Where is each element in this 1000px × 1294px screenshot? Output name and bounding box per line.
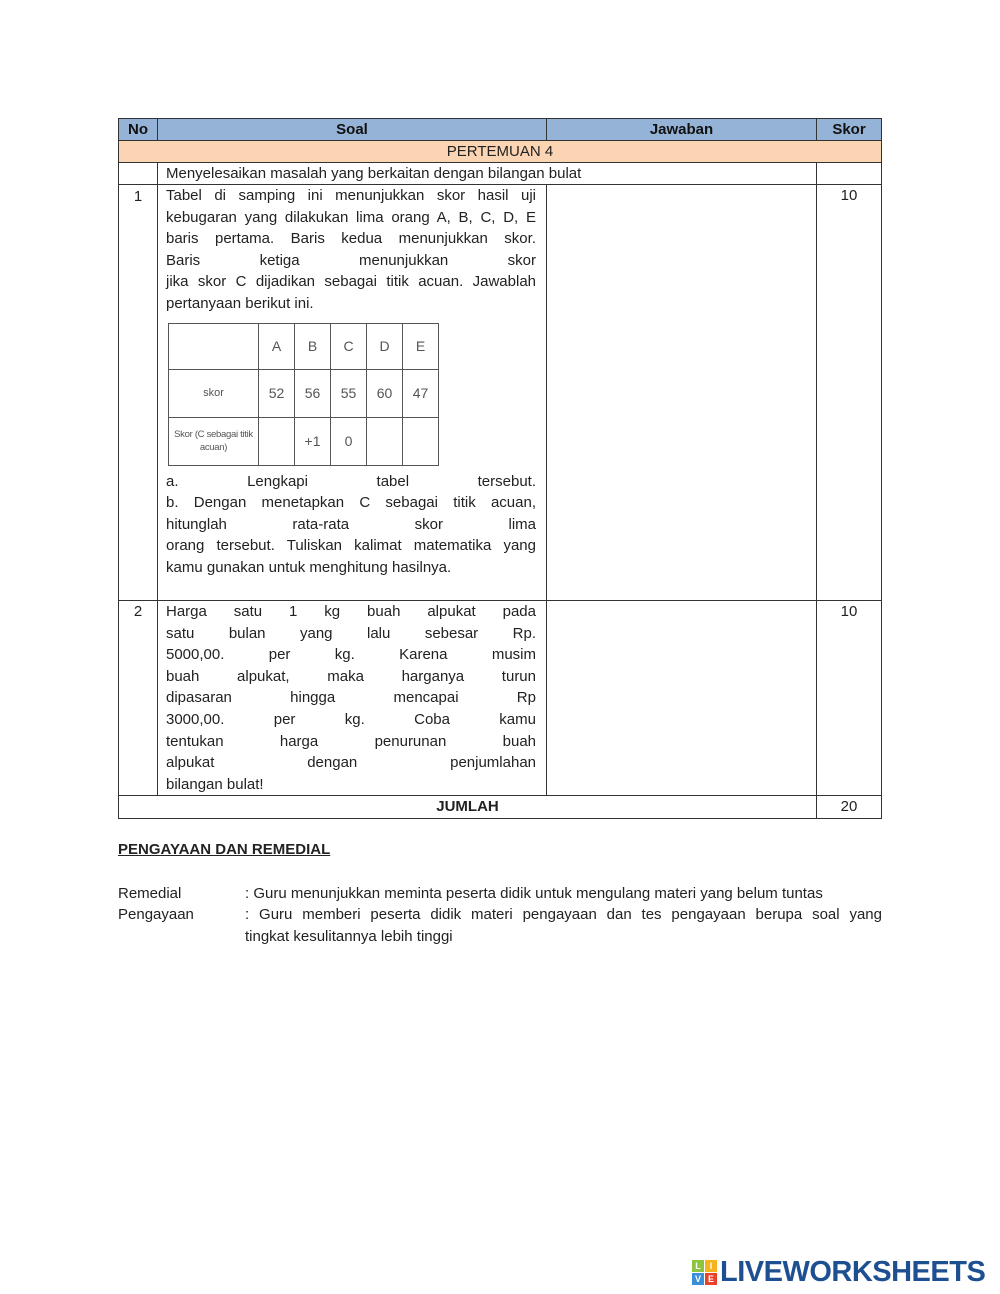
text-line: baris pertama. Baris kedua menunjukkan skor.	[166, 230, 536, 248]
empty-cell	[118, 162, 158, 185]
score-table	[168, 323, 439, 466]
score-header: A	[259, 323, 295, 369]
liveworksheets-logo	[692, 1256, 985, 1289]
text-line: b. Dengan menetapkan C sebagai titik acuan,	[166, 494, 536, 512]
enrichment-title: PENGAYAAN DAN REMEDIAL	[118, 841, 331, 858]
text-line: satu bulan yang lalu sebesar Rp.	[166, 624, 536, 642]
header-soal: Soal	[157, 118, 547, 141]
score-value: 55	[331, 369, 367, 417]
text-line: a. Lengkapi tabel tersebut.	[166, 472, 536, 490]
logo-letter: V	[692, 1273, 704, 1285]
text-line: tingkat kesulitannya lebih tinggi	[245, 927, 453, 945]
total-label: JUMLAH	[118, 795, 817, 819]
text-line: dipasaran hingga mencapai Rp	[166, 689, 536, 707]
text-line: Harga satu 1 kg buah alpukat pada	[166, 603, 536, 620]
text-line: Tabel di samping ini menunjukkan skor hasil uji	[166, 187, 536, 204]
row-number: 1	[118, 184, 158, 601]
logo-letter: I	[705, 1260, 717, 1272]
remedial-text: : Guru menunjukkan meminta peserta didik untuk mengulang materi yang belum tuntas	[245, 885, 823, 902]
text-line: 5000,00. per kg. Karena musim	[166, 646, 536, 664]
question-text	[166, 185, 536, 315]
question-1	[157, 184, 547, 601]
question-text	[166, 601, 536, 795]
header-jawaban: Jawaban	[546, 118, 817, 141]
relative-score-b: +1	[295, 417, 331, 465]
remedial-label: Remedial	[118, 885, 182, 902]
relative-score-input-a[interactable]	[259, 417, 295, 465]
text-line: tentukan harga penurunan buah	[166, 732, 536, 750]
score-header: E	[403, 323, 439, 369]
header-skor: Skor	[816, 118, 882, 141]
header-no: No	[118, 118, 158, 141]
question-2	[157, 600, 547, 796]
score-value: 47	[403, 369, 439, 417]
score-table-corner	[169, 323, 259, 369]
text-line: jika skor C dijadikan sebagai titik acuan. Jawablah	[166, 273, 536, 291]
answer-1-field[interactable]	[546, 184, 817, 601]
relative-score-input-e[interactable]	[403, 417, 439, 465]
logo-text: LIVEWORKSHEETS	[720, 1256, 986, 1288]
score-header: D	[367, 323, 403, 369]
text-line: alpukat dengan penjumlahan	[166, 754, 536, 772]
pengayaan-text	[245, 904, 882, 947]
total-score: 20	[816, 795, 882, 819]
text-line: hitunglah rata-rata skor lima	[166, 515, 536, 533]
relative-score-input-d[interactable]	[367, 417, 403, 465]
score-1: 10	[816, 184, 882, 601]
text-line: 3000,00. per kg. Coba kamu	[166, 710, 536, 728]
text-line: kamu gunakan untuk menghitung hasilnya.	[166, 558, 452, 576]
score-value: 60	[367, 369, 403, 417]
relative-row-label: Skor (C sebagai titik acuan)	[169, 417, 259, 465]
logo-letter: L	[692, 1260, 704, 1272]
text-line: orang tersebut. Tuliskan kalimat matematika yang	[166, 537, 536, 555]
answer-2-field[interactable]	[546, 600, 817, 796]
row-number: 2	[118, 600, 158, 796]
logo-letter: E	[705, 1273, 717, 1285]
text-line: kebugaran yang dilakukan lima orang A, B, C, D, E	[166, 208, 536, 226]
pengayaan-label: Pengayaan	[118, 906, 194, 923]
section-row: PERTEMUAN 4	[118, 140, 882, 163]
logo-icon	[692, 1260, 717, 1285]
text-line: Baris ketiga menunjukkan skor	[166, 251, 536, 269]
score-2: 10	[816, 600, 882, 796]
topic-row: Menyelesaikan masalah yang berkaitan dengan bilangan bulat	[157, 162, 817, 185]
score-header: C	[331, 323, 367, 369]
score-value: 52	[259, 369, 295, 417]
score-row-label: skor	[169, 369, 259, 417]
text-line: buah alpukat, maka harganya turun	[166, 667, 536, 685]
text-line: : Guru memberi peserta didik materi pengayaan dan tes pengayaan berupa soal yang	[245, 906, 882, 923]
empty-cell	[816, 162, 882, 185]
text-line: bilangan bulat!	[166, 775, 264, 793]
relative-score-c: 0	[331, 417, 367, 465]
score-value: 56	[295, 369, 331, 417]
score-header: B	[295, 323, 331, 369]
text-line: pertanyaan berikut ini.	[166, 294, 314, 312]
question-subparts	[166, 471, 536, 579]
